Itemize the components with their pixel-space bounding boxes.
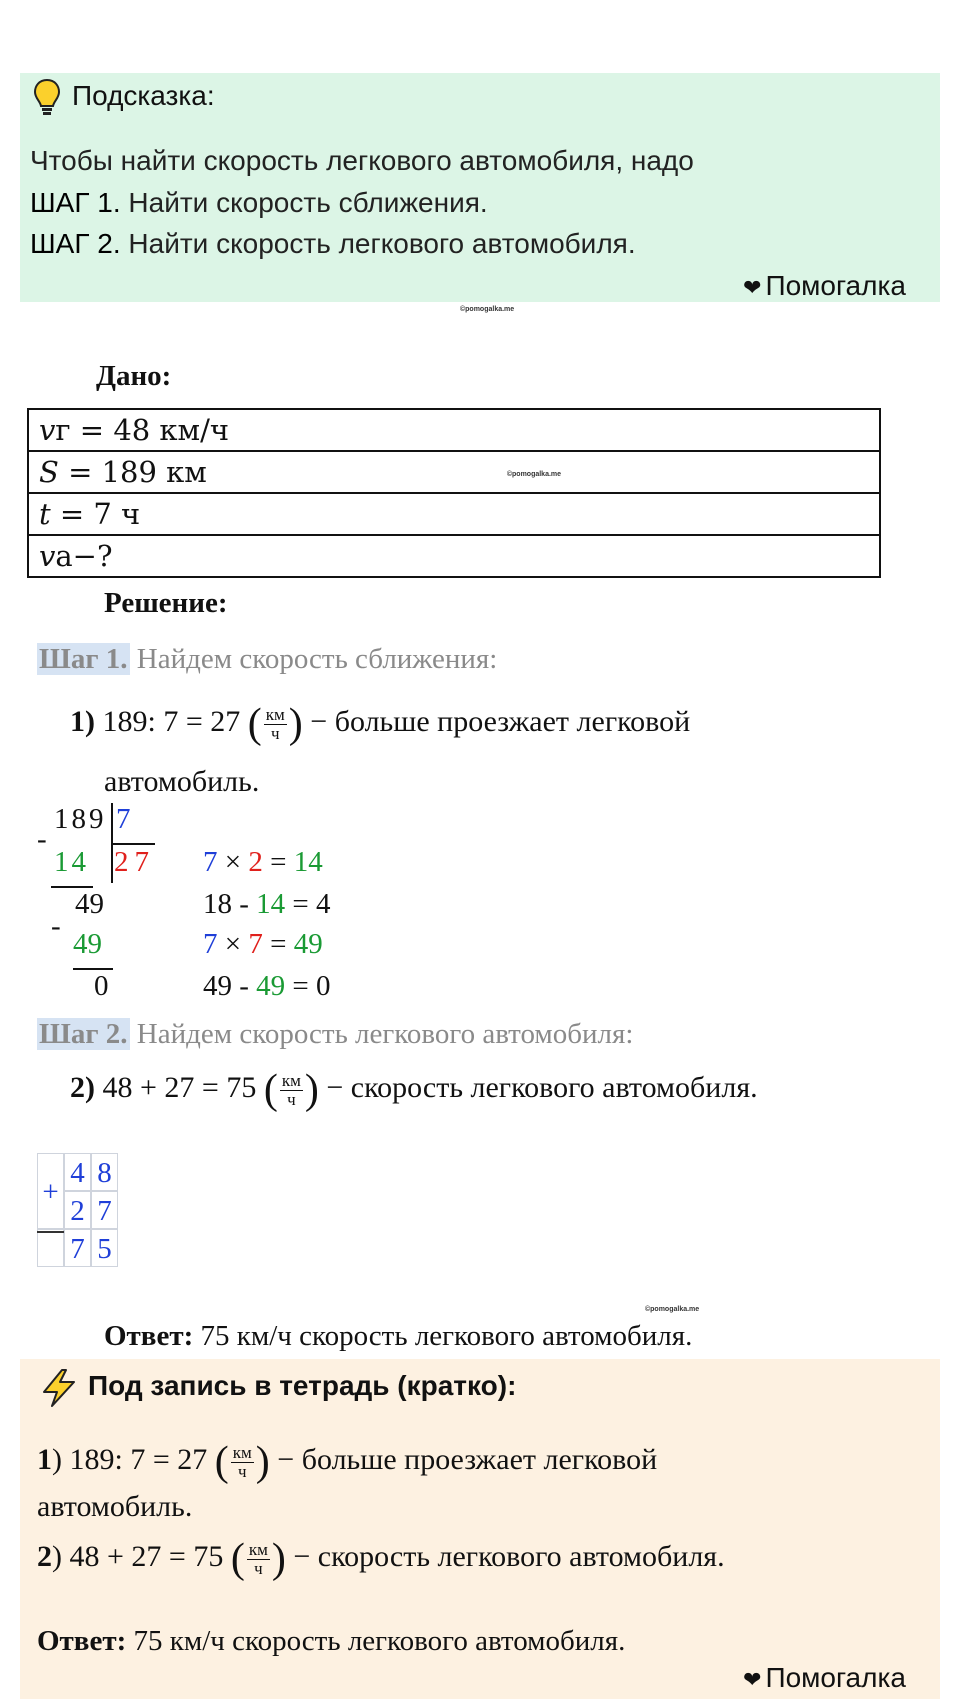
check-4: [203, 970, 331, 1003]
c3-a: 7: [203, 928, 218, 960]
answer: [104, 1320, 692, 1353]
division-rem1: 49: [75, 888, 104, 920]
division-dividend: 189: [54, 803, 107, 835]
empty-cell: [37, 1229, 64, 1267]
c3-b: 7: [248, 928, 263, 960]
hint-step2-text: Найти скорость легкового автомобиля.: [120, 228, 636, 259]
paren-right: ): [255, 1439, 270, 1485]
paren-left: (: [214, 1439, 229, 1485]
unit-den: ч: [237, 1461, 247, 1481]
nb-l2-expr: ) 48 + 27 = 75: [52, 1539, 224, 1573]
digit-cell: 7: [64, 1229, 91, 1267]
watermark: ©pomogalka.me: [506, 470, 562, 478]
step1-header: [37, 643, 497, 676]
nb-l1-tail2: автомобиль.: [37, 1490, 193, 1523]
watermark: ©pomogalka.me: [645, 1306, 700, 1313]
hint-step1: [30, 187, 488, 219]
unit-fraction: [280, 1072, 303, 1109]
sum-line: [37, 1231, 64, 1233]
nb-l2-num: 2: [37, 1539, 52, 1573]
equation-1: [70, 700, 690, 748]
lightning-icon: [38, 1368, 80, 1413]
plus-cell: +: [37, 1153, 64, 1229]
notebook-brand: [743, 1662, 906, 1694]
hint-text: Чтобы найти скорость легкового автомобиля, надо: [30, 145, 694, 176]
unit-den: ч: [287, 1089, 296, 1109]
digit-cell: 8: [91, 1153, 118, 1191]
paren-left: (: [230, 1536, 245, 1582]
equation-2: [70, 1066, 758, 1114]
unit-num: км: [248, 1539, 268, 1559]
step1-tag: Шаг 1.: [39, 643, 128, 675]
c1-op: ×: [217, 846, 249, 878]
notebook-line-1: [37, 1438, 657, 1486]
step2-tag: Шаг 2.: [39, 1018, 128, 1050]
unit-fraction: [264, 706, 287, 743]
c2-a: 18 -: [203, 888, 257, 920]
c4-b: 49: [256, 970, 286, 1002]
digit-cell: 7: [91, 1191, 118, 1229]
nb-l1-num: 1: [37, 1442, 52, 1476]
answer-label: Ответ:: [104, 1320, 194, 1352]
paren-right: ): [304, 1067, 319, 1113]
check-1: [203, 846, 323, 879]
eq1-tail: − больше проезжает легковой: [310, 704, 691, 738]
heart-icon: ❤: [743, 1667, 762, 1692]
hint-step2-label: ШАГ 2.: [30, 228, 121, 259]
given-row: [28, 451, 880, 493]
unit-den: ч: [254, 1558, 263, 1578]
unit-num: км: [265, 704, 285, 724]
given-row: 𝑣а−?: [28, 535, 880, 577]
step1-title: Найдем скорость сближения:: [129, 643, 498, 675]
hint-step2: [30, 228, 636, 260]
unit-fraction: [247, 1541, 270, 1578]
paren-right: ): [288, 701, 303, 747]
eq2-number: 2): [70, 1070, 95, 1104]
eq1-expression: 189: 7 = 27: [102, 704, 241, 738]
digit-cell: 2: [64, 1191, 91, 1229]
c1-b: 2: [248, 846, 263, 878]
nb-l2-tail: − скорость легкового автомобиля.: [293, 1539, 725, 1573]
c3-eq: =: [262, 928, 294, 960]
unit-num: км: [232, 1442, 252, 1462]
brand-label: Помогалка: [765, 270, 906, 301]
brand-label: Помогалка: [765, 1662, 906, 1693]
eq1-tail2: автомобиль.: [104, 765, 260, 798]
given-row: 𝑡 = 7 ч: [28, 493, 880, 535]
paren-left: (: [263, 1067, 278, 1113]
eq2-expression: 48 + 27 = 75: [102, 1070, 257, 1104]
c3-r: 49: [293, 928, 323, 960]
division-sub2: 49: [73, 928, 102, 960]
eq1-number: 1): [70, 704, 95, 738]
c1-a: 7: [203, 846, 218, 878]
nb-answer-label: Ответ:: [37, 1625, 127, 1657]
paren-left: (: [247, 701, 262, 747]
c2-r: = 4: [285, 888, 331, 920]
step2-title: Найдем скорость легкового автомобиля:: [129, 1018, 634, 1050]
division-quotient: 27: [114, 846, 155, 878]
nb-l1-expr: ) 189: 7 = 27: [52, 1442, 208, 1476]
c4-a: 49 -: [203, 970, 257, 1002]
division-hline: [111, 843, 155, 845]
notebook-answer: [37, 1625, 625, 1658]
c1-r: 14: [293, 846, 323, 878]
check-2: [203, 888, 331, 921]
given-heading: Дано:: [96, 360, 172, 392]
given-table: [27, 408, 881, 578]
division-rem2: 0: [94, 970, 109, 1002]
notebook-line-2: [37, 1535, 725, 1583]
unit-num: км: [281, 1070, 301, 1090]
division-divisor: 7: [116, 803, 131, 835]
hint-brand: [743, 270, 906, 302]
heart-icon: ❤: [743, 275, 762, 300]
c4-r: = 0: [285, 970, 331, 1002]
given-row-text: 𝑆 = 189 км: [39, 455, 207, 489]
answer-text: 75 км/ч скорость легкового автомобиля.: [193, 1320, 693, 1352]
minus-sign: -: [37, 823, 47, 855]
watermark: ©pomogalka.me: [460, 306, 515, 313]
hint-title: Подсказка:: [72, 80, 215, 111]
digit-cell: 4: [64, 1153, 91, 1191]
check-3: [203, 928, 323, 961]
solution-heading: Решение:: [104, 587, 228, 619]
c1-eq: =: [262, 846, 294, 878]
digit-cell: 5: [91, 1229, 118, 1267]
nb-l1-tail: − больше проезжает легковой: [277, 1442, 658, 1476]
c3-op: ×: [217, 928, 249, 960]
division-sub1: 14: [54, 846, 89, 878]
c2-b: 14: [256, 888, 286, 920]
notebook-title: Под запись в тетрадь (кратко):: [88, 1370, 517, 1401]
hint-step1-label: ШАГ 1.: [30, 187, 121, 218]
unit-fraction: [231, 1444, 254, 1481]
unit-den: ч: [271, 723, 280, 743]
eq2-tail: − скорость легкового автомобиля.: [326, 1070, 758, 1104]
minus-sign: -: [51, 910, 61, 942]
hint-step1-text: Найти скорость сближения.: [120, 187, 488, 218]
step2-header: [37, 1018, 633, 1051]
lightbulb-icon: [32, 78, 62, 118]
paren-right: ): [271, 1536, 286, 1582]
nb-answer-text: 75 км/ч скорость легкового автомобиля.: [126, 1625, 626, 1657]
given-row: 𝑣г = 48 км/ч: [28, 409, 880, 451]
